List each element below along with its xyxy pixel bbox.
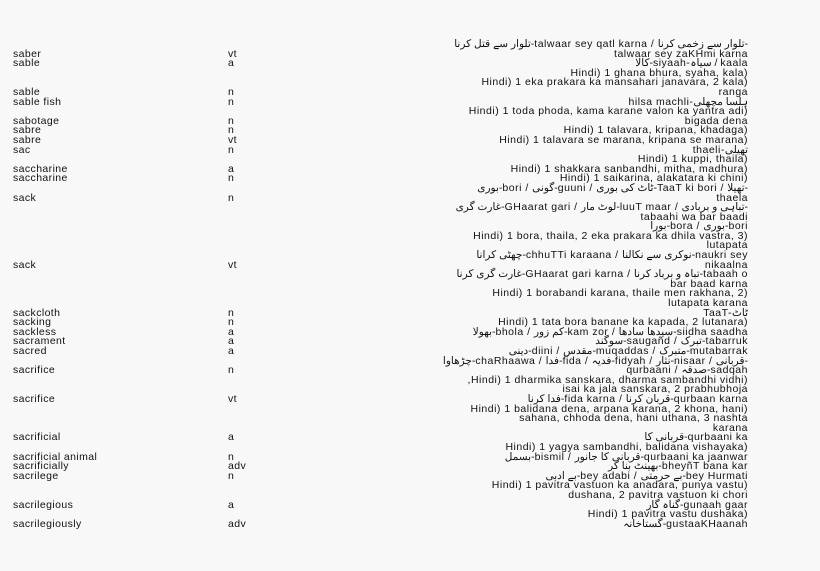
definition: بسمل-bismil / قربانی کا جانور-qurbaani ka jaanwar xyxy=(504,450,748,463)
definition: hilsa machli-ہلسا مچھلی xyxy=(628,95,748,108)
part-of-speech: n xyxy=(228,306,235,319)
definition: lutapata karana xyxy=(668,297,748,310)
headword: sackcloth xyxy=(13,306,61,319)
headword: sabotage xyxy=(13,114,60,127)
definition: Hindi) 1 eka prakara ka mansahari janavara, 2 kala) xyxy=(481,76,748,89)
definition: ,Hindi) 1 dharmika sanskara, dharma sambandhi vidhi) xyxy=(467,373,748,386)
definition: Hindi) 1 ghana bhura, syaha, kala) xyxy=(570,66,748,79)
definition: Hindi) 1 talavara se marana, kripana se marana) xyxy=(499,133,748,146)
part-of-speech: n xyxy=(228,316,235,329)
headword: sacrilegiously xyxy=(13,517,82,530)
definition: Hindi) 1 kuppi, thaila) xyxy=(637,153,748,166)
dictionary-entry xyxy=(0,517,820,530)
definition: Hindi) 1 saikarina, alakatara ki chini) xyxy=(559,172,748,185)
definition: isai ka jala sanskara, 2 prabhubhoja xyxy=(562,383,748,396)
headword: sacrifice xyxy=(13,392,56,405)
definition: غارت گری-GHaarat gari / لوٹ مار-luuT maar / تباہی و بربادی- xyxy=(455,201,748,214)
definition: غارت گری کرنا-GHaarat gari karna / تباہ و برباد کرنا-tabaah o xyxy=(456,268,748,281)
definition: بورا-bora / بوری-bori xyxy=(650,220,748,233)
headword: sacrifice xyxy=(13,364,56,377)
definition: قربانی کا-qurbaani ka xyxy=(644,431,748,444)
dictionary-list xyxy=(0,40,820,529)
headword: sacrilegious xyxy=(13,498,74,511)
definition: thaeli-تھیلی xyxy=(692,143,748,156)
headword: sacrificially xyxy=(13,460,69,473)
definition: فدا کرنا-fida karna / قربان کرنا-qurbaan karna xyxy=(527,392,748,405)
headword: sabre xyxy=(13,133,42,146)
definition: کالا-siyaah-سیاہ / kaala xyxy=(635,57,748,70)
definition: bar baad karna xyxy=(670,277,748,290)
definition: Hindi) 1 borabandi karana, thaile men rakhana, 2) xyxy=(492,287,748,300)
definition: qurbaani / صدقہ-sadqah xyxy=(626,364,748,377)
definition: بھولا-bhola / کم زور-kam zor / سیدھا سادھا-siidha saadha xyxy=(472,325,748,338)
part-of-speech: adv xyxy=(228,517,247,530)
definition: thaela xyxy=(716,191,748,204)
part-of-speech: vt xyxy=(228,392,237,405)
part-of-speech: n xyxy=(228,143,235,156)
part-of-speech: n xyxy=(228,95,235,108)
definition: lutapata xyxy=(706,239,748,252)
part-of-speech: vt xyxy=(228,47,237,60)
definition: Hindi) 1 pavitra vastuon ka anadara, punya vastu) xyxy=(491,479,748,492)
part-of-speech: n xyxy=(228,124,235,137)
definition: Hindi) 1 bora, thaila, 2 eka prakara ka dhila vastra, 3) xyxy=(473,229,748,242)
headword: sabre xyxy=(13,124,42,137)
headword: saber xyxy=(13,47,42,60)
headword: sacrificial xyxy=(13,431,61,444)
headword: saccharine xyxy=(13,172,68,185)
definition: Hindi) 1 talavara, kripana, khadaga) xyxy=(563,124,748,137)
definition: Hindi) 1 tata bora banane ka kapada, 2 lutanara) xyxy=(498,316,748,329)
definition: nikaalna xyxy=(704,258,748,271)
part-of-speech: a xyxy=(228,335,235,348)
part-of-speech: adv xyxy=(228,460,247,473)
definition: گستاخانہ-gustaaKHaanah xyxy=(623,517,748,530)
dictionary-entry xyxy=(0,251,820,261)
definition: Hindi) 1 yagya sambandhi, balidana vishayaka) xyxy=(505,440,748,453)
definition: تلوار سے قتل کرنا-talwaar sey qatl karna / تلوار سے زخمی کرنا- xyxy=(454,38,748,50)
dictionary-entry xyxy=(0,181,820,194)
definition: دینی-diini / مقدس-muqaddas / متبرک-mutabarrak xyxy=(508,345,748,357)
definition: Hindi) 1 toda phoda, kama karane valon ka yantra adi) xyxy=(468,105,748,118)
definition: گناہ گار-gunaah gaar xyxy=(646,498,748,511)
definition: sahana, chhoda dena, hani uthana, 3 nashta xyxy=(519,412,748,425)
definition: بے ادبی-bey adabi / بے حرمتی-bey Hurmati xyxy=(545,469,748,482)
part-of-speech: n xyxy=(228,364,235,377)
definition: karana xyxy=(712,421,748,434)
part-of-speech: vt xyxy=(228,133,237,146)
part-of-speech: n xyxy=(228,172,235,185)
dictionary-entry xyxy=(0,414,820,424)
definition: bigada dena xyxy=(684,114,748,127)
part-of-speech: a xyxy=(228,498,235,511)
headword: sable xyxy=(13,85,41,98)
headword: sack xyxy=(13,258,37,271)
definition: Hindi) 1 shakkara sanbandhi, mitha, madhura) xyxy=(510,162,748,175)
dictionary-entry xyxy=(0,299,820,309)
definition: tabaahi wa bar baadi xyxy=(640,210,748,223)
part-of-speech: n xyxy=(228,469,235,482)
part-of-speech: vt xyxy=(228,258,237,271)
headword: sack xyxy=(13,191,37,204)
definition: TaaT-ٹاٹ xyxy=(703,306,748,319)
part-of-speech: a xyxy=(228,431,235,444)
part-of-speech: a xyxy=(228,325,235,338)
part-of-speech: a xyxy=(228,57,235,70)
definition: Hindi) 1 pavitra vastu dushaka) xyxy=(587,508,748,521)
headword: sacking xyxy=(13,316,52,329)
definition: talwaar sey zaKHmi karna xyxy=(614,47,748,60)
headword: sacrilege xyxy=(13,469,59,482)
definition: سوگند-saugañd / تبرک-tabarruk xyxy=(595,335,748,348)
definition: بوری-bori / گونی-guuni / ٹاٹ کی بوری-TaaT ki bori / تھیلا- xyxy=(477,181,748,194)
part-of-speech: n xyxy=(228,191,235,204)
dictionary-entry xyxy=(0,229,820,242)
definition: بھینٹ بنا کر-bheyñT bana kar xyxy=(608,460,748,473)
part-of-speech: n xyxy=(228,85,235,98)
headword: sable xyxy=(13,57,41,70)
headword: sable fish xyxy=(13,95,62,108)
headword: sacrificial animal xyxy=(13,450,98,463)
headword: saccharine xyxy=(13,162,68,175)
definition: dushana, 2 pavitra vastuon ki chori xyxy=(568,488,748,501)
part-of-speech: n xyxy=(228,114,235,127)
part-of-speech: a xyxy=(228,162,235,175)
definition: چڑھاوا-chaRhaawa / فدا-fida / فدیہ-fidyah / نثار-nisaar / قربانی- xyxy=(442,354,748,367)
headword: sacrament xyxy=(13,335,66,348)
part-of-speech: a xyxy=(228,345,235,357)
headword: sacred xyxy=(13,345,47,357)
part-of-speech: n xyxy=(228,450,235,463)
headword: sackless xyxy=(13,325,57,338)
definition: Hindi) 1 balidana dena, arpana karana, 2 khona, hani) xyxy=(470,402,748,415)
definition: ranga xyxy=(718,85,748,98)
headword: sac xyxy=(13,143,31,156)
dictionary-entry xyxy=(0,78,820,88)
definition: چھٹی کرانا-chhuTTi karaana / نوکری سے نکالنا-naukri sey xyxy=(476,249,748,262)
